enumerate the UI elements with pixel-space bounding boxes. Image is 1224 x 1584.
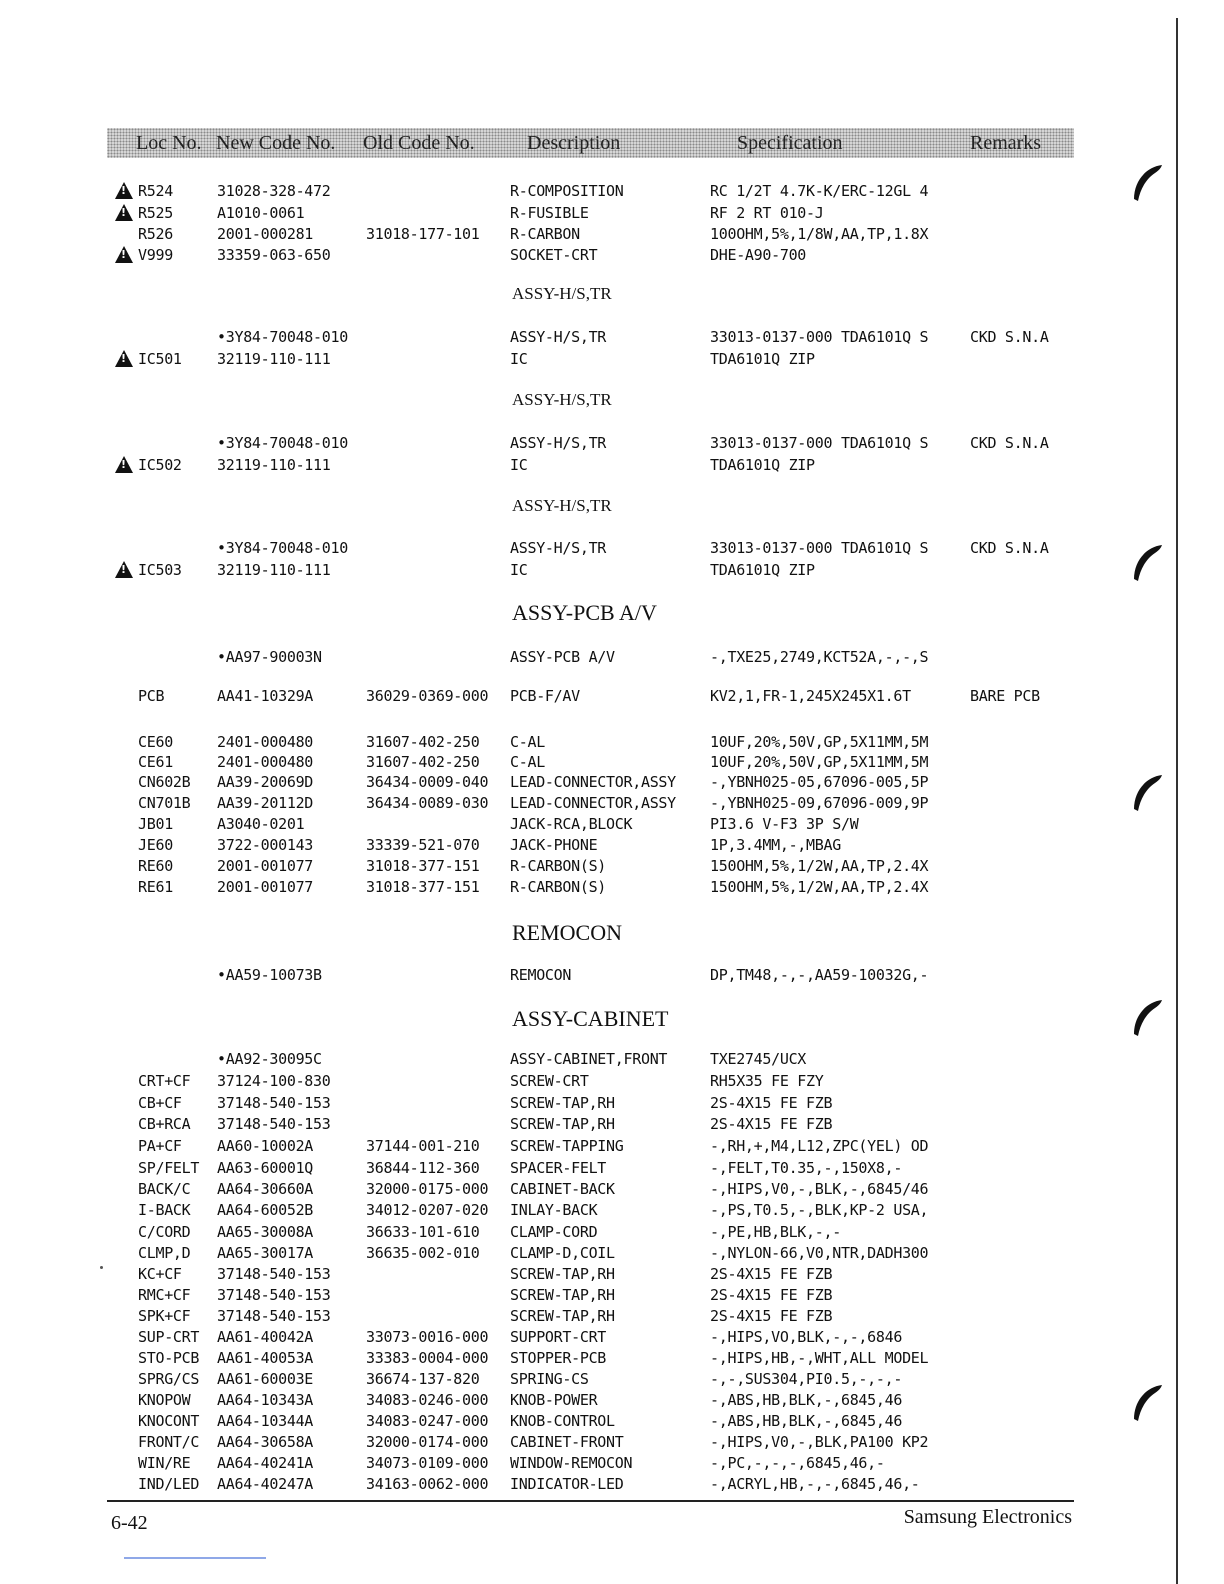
description-cell: R-CARBON(S)	[510, 878, 607, 896]
new-code-cell: AA65-30008A	[217, 1223, 314, 1241]
description-cell: ASSY-H/S,TR	[510, 539, 607, 557]
description-cell: CLAMP-CORD	[510, 1223, 598, 1241]
description-cell: SUPPORT-CRT	[510, 1328, 607, 1346]
specification-cell: 2S-4X15 FE FZB	[710, 1115, 833, 1133]
loc-cell: SUP-CRT	[138, 1328, 200, 1346]
description-cell: SPACER-FELT	[510, 1159, 607, 1177]
new-code-cell: AA61-40042A	[217, 1328, 314, 1346]
specification-cell: -,ABS,HB,BLK,-,6845,46	[710, 1412, 903, 1430]
new-code-cell: •AA59-10073B	[217, 966, 322, 984]
old-code-cell: 36674-137-820	[366, 1370, 480, 1388]
description-cell: INLAY-BACK	[510, 1201, 598, 1219]
loc-cell: SP/FELT	[138, 1159, 200, 1177]
table-row	[0, 349, 1224, 371]
old-code-cell: 31018-177-101	[366, 225, 480, 243]
loc-cell: IC503	[138, 561, 182, 579]
new-code-cell: AA64-40241A	[217, 1454, 314, 1472]
loc-cell: KNOCONT	[138, 1412, 200, 1430]
specification-cell: 100OHM,5%,1/8W,AA,TP,1.8X	[710, 225, 929, 243]
new-code-cell: 2001-001077	[217, 857, 314, 875]
description-cell: SOCKET-CRT	[510, 246, 598, 264]
binding-hole-mark	[1132, 773, 1164, 813]
new-code-cell: AA41-10329A	[217, 687, 314, 705]
table-row	[0, 538, 1224, 560]
new-code-cell: 31028-328-472	[217, 182, 331, 200]
header-description: Description	[527, 132, 621, 154]
description-cell: WINDOW-REMOCON	[510, 1454, 633, 1472]
old-code-cell: 36434-0089-030	[366, 794, 489, 812]
old-code-cell: 36029-0369-000	[366, 687, 489, 705]
specification-cell: -,YBNH025-09,67096-009,9P	[710, 794, 929, 812]
table-row	[0, 1093, 1224, 1115]
specification-cell: KV2,1,FR-1,245X245X1.6T	[710, 687, 911, 705]
new-code-cell: 37148-540-153	[217, 1115, 331, 1133]
table-row	[0, 1071, 1224, 1093]
table-row	[0, 1390, 1224, 1412]
old-code-cell: 31607-402-250	[366, 753, 480, 771]
table-row	[0, 1306, 1224, 1328]
old-code-cell: 34073-0109-000	[366, 1454, 489, 1472]
table-row	[0, 224, 1224, 246]
loc-cell: PCB	[138, 687, 165, 705]
specification-cell: -,YBNH025-05,67096-005,5P	[710, 773, 929, 791]
table-row	[0, 732, 1224, 754]
old-code-cell: 34163-0062-000	[366, 1475, 489, 1493]
specification-cell: RH5X35 FE FZY	[710, 1072, 824, 1090]
description-cell: ASSY-PCB A/V	[510, 648, 615, 666]
description-cell: STOPPER-PCB	[510, 1349, 607, 1367]
specification-cell: 10UF,20%,50V,GP,5X11MM,5M	[710, 753, 929, 771]
new-code-cell: 2401-000480	[217, 733, 314, 751]
safety-warning-icon	[115, 455, 135, 477]
new-code-cell: 32119-110-111	[217, 561, 331, 579]
new-code-cell: 3722-000143	[217, 836, 314, 854]
loc-cell: R525	[138, 204, 173, 222]
description-cell: SCREW-TAPPING	[510, 1137, 624, 1155]
page-number: 6-42	[111, 1512, 148, 1534]
remarks-cell: BARE PCB	[970, 687, 1040, 705]
new-code-cell: 37148-540-153	[217, 1094, 331, 1112]
specification-cell: 150OHM,5%,1/2W,AA,TP,2.4X	[710, 878, 929, 896]
description-cell: CABINET-BACK	[510, 1180, 615, 1198]
new-code-cell: AA64-10344A	[217, 1412, 314, 1430]
old-code-cell: 37144-001-210	[366, 1137, 480, 1155]
old-code-cell: 33339-521-070	[366, 836, 480, 854]
safety-warning-icon	[115, 203, 135, 225]
new-code-cell: 2001-000281	[217, 225, 314, 243]
new-code-cell: AA61-60003E	[217, 1370, 314, 1388]
specification-cell: -,ACRYL,HB,-,-,6845,46,-	[710, 1475, 920, 1493]
new-code-cell: AA63-60001Q	[217, 1159, 314, 1177]
table-row	[0, 1327, 1224, 1349]
specification-cell: TDA6101Q ZIP	[710, 456, 815, 474]
description-cell: INDICATOR-LED	[510, 1475, 624, 1493]
table-row	[0, 1200, 1224, 1222]
loc-cell: C/CORD	[138, 1223, 191, 1241]
specification-cell: RF 2 RT 010-J	[710, 204, 824, 222]
old-code-cell: 33383-0004-000	[366, 1349, 489, 1367]
loc-cell: IC501	[138, 350, 182, 368]
specification-cell: 10UF,20%,50V,GP,5X11MM,5M	[710, 733, 929, 751]
description-cell: KNOB-POWER	[510, 1391, 598, 1409]
new-code-cell: •3Y84-70048-010	[217, 434, 348, 452]
specification-cell: TDA6101Q ZIP	[710, 350, 815, 368]
old-code-cell: 34012-0207-020	[366, 1201, 489, 1219]
loc-cell: KNOPOW	[138, 1391, 191, 1409]
header-specification: Specification	[737, 132, 843, 154]
section-title: ASSY-H/S,TR	[512, 390, 612, 409]
table-row	[0, 1411, 1224, 1433]
table-row	[0, 1348, 1224, 1370]
section-title: ASSY-CABINET	[512, 1006, 669, 1031]
description-cell: SPRING-CS	[510, 1370, 589, 1388]
specification-cell: -,NYLON-66,V0,NTR,DADH300	[710, 1244, 929, 1262]
table-row	[0, 1222, 1224, 1244]
old-code-cell: 34083-0246-000	[366, 1391, 489, 1409]
table-row	[0, 752, 1224, 774]
loc-cell: V999	[138, 246, 173, 264]
description-cell: CLAMP-D,COIL	[510, 1244, 615, 1262]
specification-cell: DHE-A90-700	[710, 246, 807, 264]
table-row	[0, 327, 1224, 349]
company-name: Samsung Electronics	[903, 1506, 1072, 1528]
remarks-cell: CKD S.N.A	[970, 328, 1049, 346]
new-code-cell: AA39-20112D	[217, 794, 314, 812]
table-row	[0, 455, 1224, 477]
safety-warning-icon	[115, 349, 135, 371]
new-code-cell: 37148-540-153	[217, 1286, 331, 1304]
new-code-cell: AA64-30660A	[217, 1180, 314, 1198]
binding-hole-mark	[1132, 163, 1164, 203]
new-code-cell: AA61-40053A	[217, 1349, 314, 1367]
section-title: ASSY-H/S,TR	[512, 496, 612, 515]
new-code-cell: 33359-063-650	[217, 246, 331, 264]
specification-cell: 150OHM,5%,1/2W,AA,TP,2.4X	[710, 857, 929, 875]
table-row	[0, 877, 1224, 899]
table-row	[0, 1179, 1224, 1201]
specification-cell: PI3.6 V-F3 3P S/W	[710, 815, 859, 833]
old-code-cell: 36633-101-610	[366, 1223, 480, 1241]
remarks-cell: CKD S.N.A	[970, 434, 1049, 452]
new-code-cell: 37148-540-153	[217, 1307, 331, 1325]
loc-cell: JB01	[138, 815, 173, 833]
loc-cell: CLMP,D	[138, 1244, 191, 1262]
specification-cell: -,PS,T0.5,-,BLK,KP-2 USA,	[710, 1201, 929, 1219]
old-code-cell: 33073-0016-000	[366, 1328, 489, 1346]
loc-cell: RE61	[138, 878, 173, 896]
loc-cell: CN602B	[138, 773, 191, 791]
loc-cell: SPK+CF	[138, 1307, 191, 1325]
loc-cell: SPRG/CS	[138, 1370, 200, 1388]
new-code-cell: A3040-0201	[217, 815, 305, 833]
description-cell: PCB-F/AV	[510, 687, 580, 705]
description-cell: SCREW-TAP,RH	[510, 1307, 615, 1325]
specification-cell: -,TXE25,2749,KCT52A,-,-,S	[710, 648, 929, 666]
description-cell: SCREW-CRT	[510, 1072, 589, 1090]
specification-cell: -,-,SUS304,PI0.5,-,-,-	[710, 1370, 903, 1388]
remarks-cell: CKD S.N.A	[970, 539, 1049, 557]
footer-rule	[107, 1500, 1074, 1502]
table-row	[0, 1285, 1224, 1307]
loc-cell: JE60	[138, 836, 173, 854]
table-row	[0, 814, 1224, 836]
description-cell: R-COMPOSITION	[510, 182, 624, 200]
specification-cell: -,HIPS,HB,-,WHT,ALL MODEL	[710, 1349, 929, 1367]
specification-cell: -,ABS,HB,BLK,-,6845,46	[710, 1391, 903, 1409]
loc-cell: I-BACK	[138, 1201, 191, 1219]
old-code-cell: 32000-0175-000	[366, 1180, 489, 1198]
description-cell: C-AL	[510, 753, 545, 771]
new-code-cell: 32119-110-111	[217, 350, 331, 368]
description-cell: REMOCON	[510, 966, 572, 984]
specification-cell: -,PC,-,-,-,6845,46,-	[710, 1454, 885, 1472]
specification-cell: -,HIPS,VO,BLK,-,-,6846	[710, 1328, 903, 1346]
description-cell: SCREW-TAP,RH	[510, 1115, 615, 1133]
table-row	[0, 647, 1224, 669]
loc-cell: R524	[138, 182, 173, 200]
new-code-cell: •3Y84-70048-010	[217, 328, 348, 346]
safety-warning-icon	[115, 560, 135, 582]
loc-cell: CE60	[138, 733, 173, 751]
table-row	[0, 1474, 1224, 1496]
loc-cell: WIN/RE	[138, 1454, 191, 1472]
header-old-code: Old Code No.	[363, 132, 475, 154]
link-underline	[124, 1557, 266, 1559]
new-code-cell: AA64-10343A	[217, 1391, 314, 1409]
table-row	[0, 1432, 1224, 1454]
table-row	[0, 433, 1224, 455]
table-row	[0, 1114, 1224, 1136]
table-row	[0, 1049, 1224, 1071]
old-code-cell: 31018-377-151	[366, 857, 480, 875]
description-cell: SCREW-TAP,RH	[510, 1265, 615, 1283]
description-cell: KNOB-CONTROL	[510, 1412, 615, 1430]
loc-cell: FRONT/C	[138, 1433, 200, 1451]
loc-cell: IND/LED	[138, 1475, 200, 1493]
specification-cell: 1P,3.4MM,-,MBAG	[710, 836, 841, 854]
specification-cell: -,HIPS,V0,-,BLK,-,6845/46	[710, 1180, 929, 1198]
specification-cell: RC 1/2T 4.7K-K/ERC-12GL 4	[710, 182, 929, 200]
new-code-cell: 32119-110-111	[217, 456, 331, 474]
table-row	[0, 1158, 1224, 1180]
loc-cell: BACK/C	[138, 1180, 191, 1198]
description-cell: ASSY-H/S,TR	[510, 328, 607, 346]
loc-cell: R526	[138, 225, 173, 243]
specification-cell: -,FELT,T0.35,-,150X8,-	[710, 1159, 903, 1177]
old-code-cell: 31607-402-250	[366, 733, 480, 751]
description-cell: IC	[510, 350, 528, 368]
old-code-cell: 36635-002-010	[366, 1244, 480, 1262]
table-row	[0, 560, 1224, 582]
new-code-cell: •AA92-30095C	[217, 1050, 322, 1068]
loc-cell: RE60	[138, 857, 173, 875]
description-cell: JACK-RCA,BLOCK	[510, 815, 633, 833]
table-row	[0, 772, 1224, 794]
new-code-cell: 37148-540-153	[217, 1265, 331, 1283]
specification-cell: 2S-4X15 FE FZB	[710, 1265, 833, 1283]
loc-cell: PA+CF	[138, 1137, 182, 1155]
specification-cell: -,PE,HB,BLK,-,-	[710, 1223, 841, 1241]
specification-cell: TXE2745/UCX	[710, 1050, 807, 1068]
new-code-cell: 37124-100-830	[217, 1072, 331, 1090]
table-row	[0, 856, 1224, 878]
description-cell: LEAD-CONNECTOR,ASSY	[510, 794, 676, 812]
old-code-cell: 31018-377-151	[366, 878, 480, 896]
header-new-code: New Code No.	[216, 132, 336, 154]
new-code-cell: AA60-10002A	[217, 1137, 314, 1155]
new-code-cell: AA39-20069D	[217, 773, 314, 791]
loc-cell: CB+CF	[138, 1094, 182, 1112]
description-cell: IC	[510, 561, 528, 579]
new-code-cell: •AA97-90003N	[217, 648, 322, 666]
new-code-cell: AA64-40247A	[217, 1475, 314, 1493]
new-code-cell: AA64-60052B	[217, 1201, 314, 1219]
specification-cell: 2S-4X15 FE FZB	[710, 1307, 833, 1325]
description-cell: C-AL	[510, 733, 545, 751]
specification-cell: 2S-4X15 FE FZB	[710, 1094, 833, 1112]
description-cell: JACK-PHONE	[510, 836, 598, 854]
loc-cell: IC502	[138, 456, 182, 474]
section-title: REMOCON	[512, 920, 623, 945]
header-remarks: Remarks	[970, 132, 1042, 154]
specification-cell: 33013-0137-000 TDA6101Q S	[710, 434, 929, 452]
loc-cell: RMC+CF	[138, 1286, 191, 1304]
table-row	[0, 835, 1224, 857]
new-code-cell: •3Y84-70048-010	[217, 539, 348, 557]
new-code-cell: AA64-30658A	[217, 1433, 314, 1451]
loc-cell: CB+RCA	[138, 1115, 191, 1133]
description-cell: ASSY-CABINET,FRONT	[510, 1050, 668, 1068]
loc-cell: CN701B	[138, 794, 191, 812]
table-row	[0, 181, 1224, 203]
table-row	[0, 1243, 1224, 1265]
specification-cell: 33013-0137-000 TDA6101Q S	[710, 328, 929, 346]
safety-warning-icon	[115, 181, 135, 203]
description-cell: ASSY-H/S,TR	[510, 434, 607, 452]
table-row	[0, 793, 1224, 815]
loc-cell: CRT+CF	[138, 1072, 191, 1090]
specification-cell: 2S-4X15 FE FZB	[710, 1286, 833, 1304]
table-row	[0, 686, 1224, 708]
specification-cell: -,RH,+,M4,L12,ZPC(YEL) OD	[710, 1137, 929, 1155]
loc-cell: KC+CF	[138, 1265, 182, 1283]
binding-hole-mark	[1132, 1383, 1164, 1423]
new-code-cell: 2001-001077	[217, 878, 314, 896]
specification-cell: TDA6101Q ZIP	[710, 561, 815, 579]
description-cell: R-CARBON	[510, 225, 580, 243]
description-cell: LEAD-CONNECTOR,ASSY	[510, 773, 676, 791]
table-row	[0, 1369, 1224, 1391]
table-row	[0, 1453, 1224, 1475]
description-cell: SCREW-TAP,RH	[510, 1094, 615, 1112]
specification-cell: -,HIPS,V0,-,BLK,PA100 KP2	[710, 1433, 929, 1451]
section-title: ASSY-H/S,TR	[512, 284, 612, 303]
old-code-cell: 34083-0247-000	[366, 1412, 489, 1430]
description-cell: IC	[510, 456, 528, 474]
loc-cell: STO-PCB	[138, 1349, 200, 1367]
description-cell: R-CARBON(S)	[510, 857, 607, 875]
header-loc: Loc No.	[136, 132, 202, 154]
table-row	[0, 1264, 1224, 1286]
binding-hole-mark	[1132, 543, 1164, 583]
new-code-cell: A1010-0061	[217, 204, 305, 222]
binding-hole-mark	[1132, 998, 1164, 1038]
specification-cell: 33013-0137-000 TDA6101Q S	[710, 539, 929, 557]
table-row	[0, 1136, 1224, 1158]
section-title: ASSY-PCB A/V	[512, 600, 657, 625]
loc-cell: CE61	[138, 753, 173, 771]
specification-cell: DP,TM48,-,-,AA59-10032G,-	[710, 966, 929, 984]
old-code-cell: 32000-0174-000	[366, 1433, 489, 1451]
old-code-cell: 36844-112-360	[366, 1159, 480, 1177]
old-code-cell: 36434-0009-040	[366, 773, 489, 791]
new-code-cell: AA65-30017A	[217, 1244, 314, 1262]
table-row	[0, 245, 1224, 267]
new-code-cell: 2401-000480	[217, 753, 314, 771]
safety-warning-icon	[115, 245, 135, 267]
description-cell: SCREW-TAP,RH	[510, 1286, 615, 1304]
table-row	[0, 203, 1224, 225]
description-cell: CABINET-FRONT	[510, 1433, 624, 1451]
description-cell: R-FUSIBLE	[510, 204, 589, 222]
table-row	[0, 965, 1224, 987]
